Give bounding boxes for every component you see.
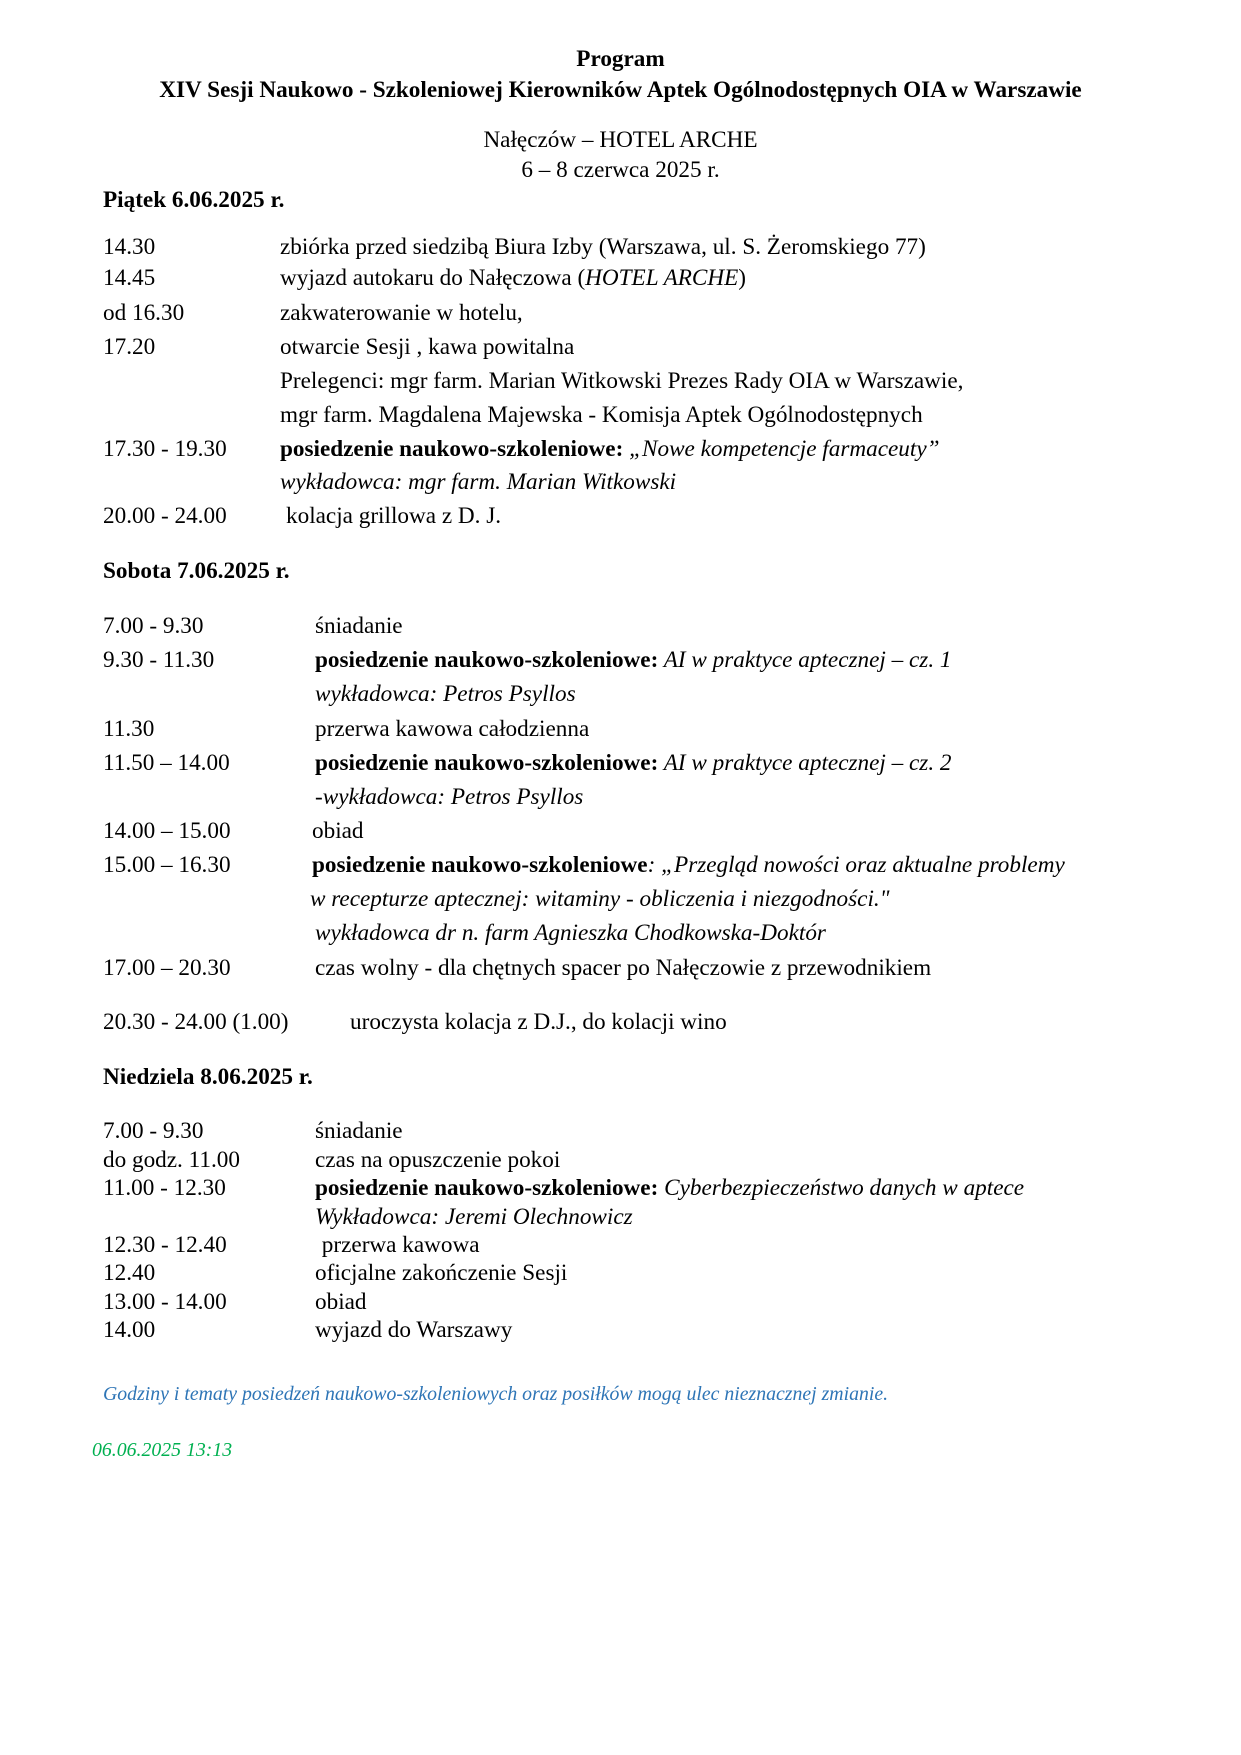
entry-text: wyjazd autokaru do Nałęczowa (HOTEL ARCHE) xyxy=(280,265,747,291)
speakers-line: Prelegenci: mgr farm. Marian Witkowski Prezes Rady OIA w Warszawie, xyxy=(280,368,964,394)
entry-text: oficjalne zakończenie Sesji xyxy=(315,1260,568,1286)
entry-time: 13.00 - 14.00 xyxy=(103,1289,227,1315)
entry-time: od 16.30 xyxy=(103,300,185,326)
entry-time: 11.00 - 12.30 xyxy=(103,1175,226,1201)
change-notice: Godziny i tematy posiedzeń naukowo-szkoleniowych oraz posiłków mogą ulec nieznacznej zmianie. xyxy=(103,1383,889,1405)
speakers-line: mgr farm. Magdalena Majewska - Komisja Aptek Ogólnodostępnych xyxy=(280,402,923,428)
entry-text: śniadanie xyxy=(315,1118,403,1144)
document-subtitle: XIV Sesji Naukowo - Szkoleniowej Kierowników Aptek Ogólnodostępnych OIA w Warszawie xyxy=(159,77,1082,103)
session-line: posiedzenie naukowo-szkoleniowe: „Przegląd nowości oraz aktualne problemy xyxy=(312,852,1065,878)
entry-time: 11.30 xyxy=(103,716,155,742)
topic-line-2: w recepturze aptecznej: witaminy - obliczenia i niezgodności." xyxy=(310,886,890,912)
entry-time: 14.30 xyxy=(103,234,156,260)
day-heading-saturday: Sobota 7.06.2025 r. xyxy=(103,558,290,584)
entry-time: 20.30 - 24.00 (1.00) xyxy=(103,1009,289,1035)
entry-text: wyjazd do Warszawy xyxy=(315,1317,513,1343)
entry-text: obiad xyxy=(312,818,364,844)
entry-text: czas wolny - dla chętnych spacer po Nałęczowie z przewodnikiem xyxy=(315,955,932,981)
entry-time: 9.30 - 11.30 xyxy=(103,647,215,673)
lecturer-line: wykładowca: mgr farm. Marian Witkowski xyxy=(280,469,677,495)
session-line: posiedzenie naukowo-szkoleniowe: „Nowe kompetencje farmaceuty” xyxy=(280,436,940,462)
lecturer-line: Wykładowca: Jeremi Olechnowicz xyxy=(315,1204,633,1230)
entry-text: przerwa kawowa całodzienna xyxy=(315,716,590,742)
entry-text: zbiórka przed siedzibą Biura Izby (Warszawa, ul. S. Żeromskiego 77) xyxy=(280,234,926,260)
entry-time: 11.50 – 14.00 xyxy=(103,750,230,776)
entry-time: 7.00 - 9.30 xyxy=(103,1118,204,1144)
entry-text: czas na opuszczenie pokoi xyxy=(315,1147,561,1173)
entry-text: kolacja grillowa z D. J. xyxy=(286,503,502,529)
entry-time: 12.40 xyxy=(103,1260,156,1286)
lecturer-line: -wykładowca: Petros Psyllos xyxy=(315,784,584,810)
lecturer-line: wykładowca: Petros Psyllos xyxy=(315,681,576,707)
lecturer-line: wykładowca dr n. farm Agnieszka Chodkowska-Doktór xyxy=(315,920,826,946)
document-title: Program xyxy=(576,46,665,72)
entry-text: przerwa kawowa xyxy=(316,1232,480,1258)
session-line: posiedzenie naukowo-szkoleniowe: AI w praktyce aptecznej – cz. 1 xyxy=(315,647,952,673)
entry-text: uroczysta kolacja z D.J., do kolacji wino xyxy=(350,1009,727,1035)
entry-time: do godz. 11.00 xyxy=(103,1147,240,1173)
entry-time: 17.00 – 20.30 xyxy=(103,955,231,981)
entry-time: 15.00 – 16.30 xyxy=(103,852,231,878)
entry-time: 20.00 - 24.00 xyxy=(103,503,227,529)
entry-text: otwarcie Sesji , kawa powitalna xyxy=(280,334,575,360)
day-heading-sunday: Niedziela 8.06.2025 r. xyxy=(103,1064,313,1090)
venue-line: Nałęczów – HOTEL ARCHE xyxy=(483,127,758,153)
day-heading-friday: Piątek 6.06.2025 r. xyxy=(103,187,285,213)
entry-text: śniadanie xyxy=(315,613,403,639)
session-line: posiedzenie naukowo-szkoleniowe: AI w praktyce aptecznej – cz. 2 xyxy=(315,750,952,776)
timestamp: 06.06.2025 13:13 xyxy=(92,1439,233,1461)
entry-text: zakwaterowanie w hotelu, xyxy=(280,300,523,326)
entry-time: 14.00 – 15.00 xyxy=(103,818,231,844)
entry-time: 7.00 - 9.30 xyxy=(103,613,204,639)
entry-text: obiad xyxy=(315,1289,367,1315)
entry-time: 14.00 xyxy=(103,1317,156,1343)
session-line: posiedzenie naukowo-szkoleniowe: Cyberbezpieczeństwo danych w aptece xyxy=(315,1175,1025,1201)
entry-time: 14.45 xyxy=(103,265,156,291)
dates-line: 6 – 8 czerwca 2025 r. xyxy=(521,157,720,183)
entry-time: 12.30 - 12.40 xyxy=(103,1232,227,1258)
entry-time: 17.20 xyxy=(103,334,156,360)
entry-time: 17.30 - 19.30 xyxy=(103,436,227,462)
